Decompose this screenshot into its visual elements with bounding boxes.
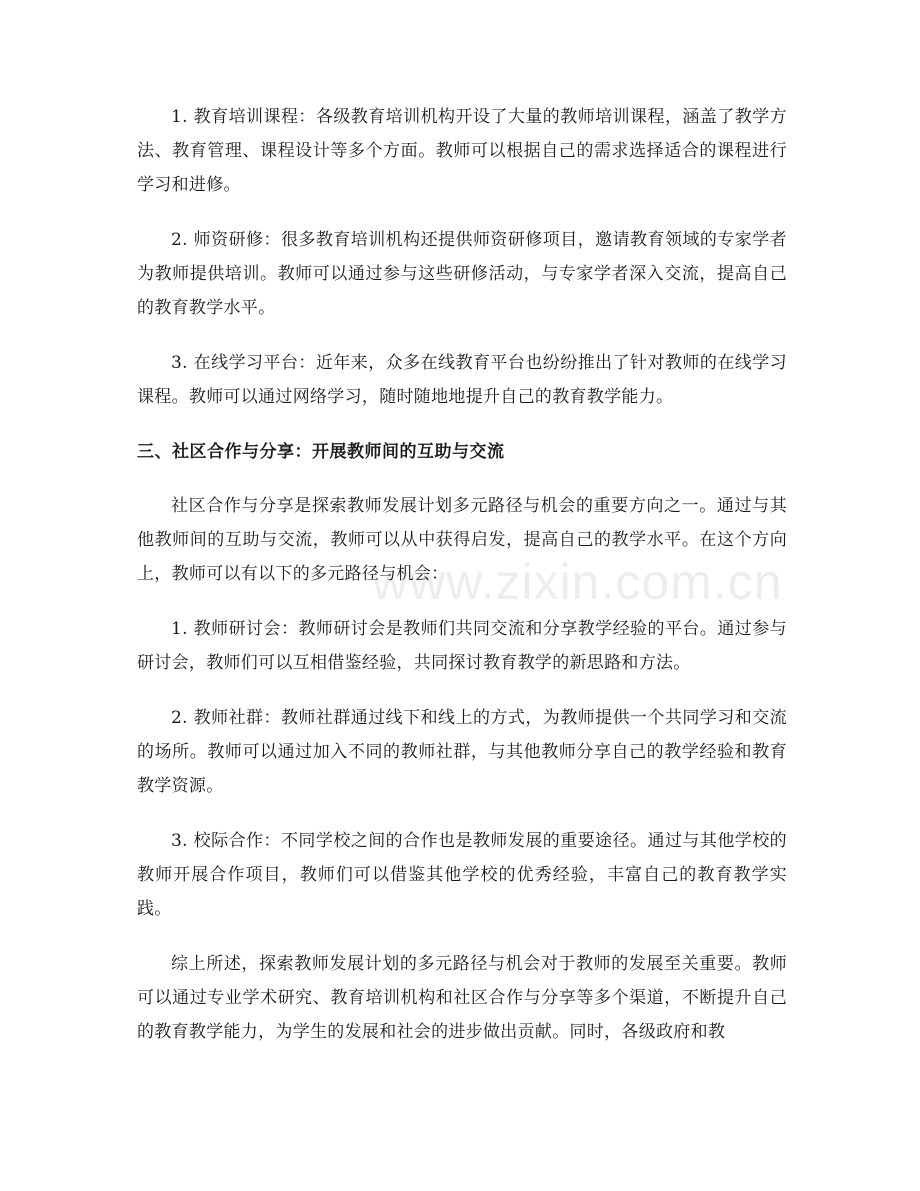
paragraph-inter-school: 3. 校际合作：不同学校之间的合作也是教师发展的重要途径。通过与其他学校的教师开展合作项目，教师们可以借鉴其他学校的优秀经验，丰富自己的教育教学实践。 [137, 831, 787, 919]
watermark-text: www.zixin.com.cn [372, 554, 783, 610]
paragraph-community-group: 2. 教师社群：教师社群通过线下和线上的方式，为教师提供一个共同学习和交流的场所。教师可以通过加入不同的教师社群，与其他教师分享自己的教学经验和教育教学资源。 [137, 708, 787, 796]
paragraph-online-platform: 3. 在线学习平台：近年来，众多在线教育平台也纷纷推出了针对教师的在线学习课程。教师可以通过网络学习，随时随地地提升自己的教育教学能力。 [137, 353, 787, 407]
paragraph-community-intro: 社区合作与分享是探索教师发展计划多元路径与机会的重要方向之一。通过与其他教师间的互助与交流，教师可以从中获得启发，提高自己的教学水平。在这个方向上，教师可以有以下的多元路径与机会： [137, 496, 787, 584]
paragraph-conclusion: 综上所述，探索教师发展计划的多元路径与机会对于教师的发展至关重要。教师可以通过专业学术研究、教育培训机构和社区合作与分享等多个渠道，不断提升自己的教育教学能力，为学生的发展和社会的进步做出贡献。同时，各级政府和教 [137, 954, 787, 1042]
section-heading: 三、社区合作与分享：开展教师间的互助与交流 [137, 442, 505, 462]
paragraph-teacher-study: 2. 师资研修：很多教育培训机构还提供师资研修项目，邀请教育领域的专家学者为教师提供培训。教师可以通过参与这些研修活动，与专家学者深入交流，提高自己的教育教学水平。 [137, 230, 787, 318]
paragraph-seminar: 1. 教师研讨会：教师研讨会是教师们共同交流和分享教学经验的平台。通过参与研讨会，教师们可以互相借鉴经验，共同探讨教育教学的新思路和方法。 [137, 619, 787, 673]
document-page [137, 100, 787, 1070]
paragraph-training-courses: 1. 教育培训课程：各级教育培训机构开设了大量的教师培训课程，涵盖了教学方法、教育管理、课程设计等多个方面。教师可以根据自己的需求选择适合的课程进行学习和进修。 [137, 107, 787, 195]
